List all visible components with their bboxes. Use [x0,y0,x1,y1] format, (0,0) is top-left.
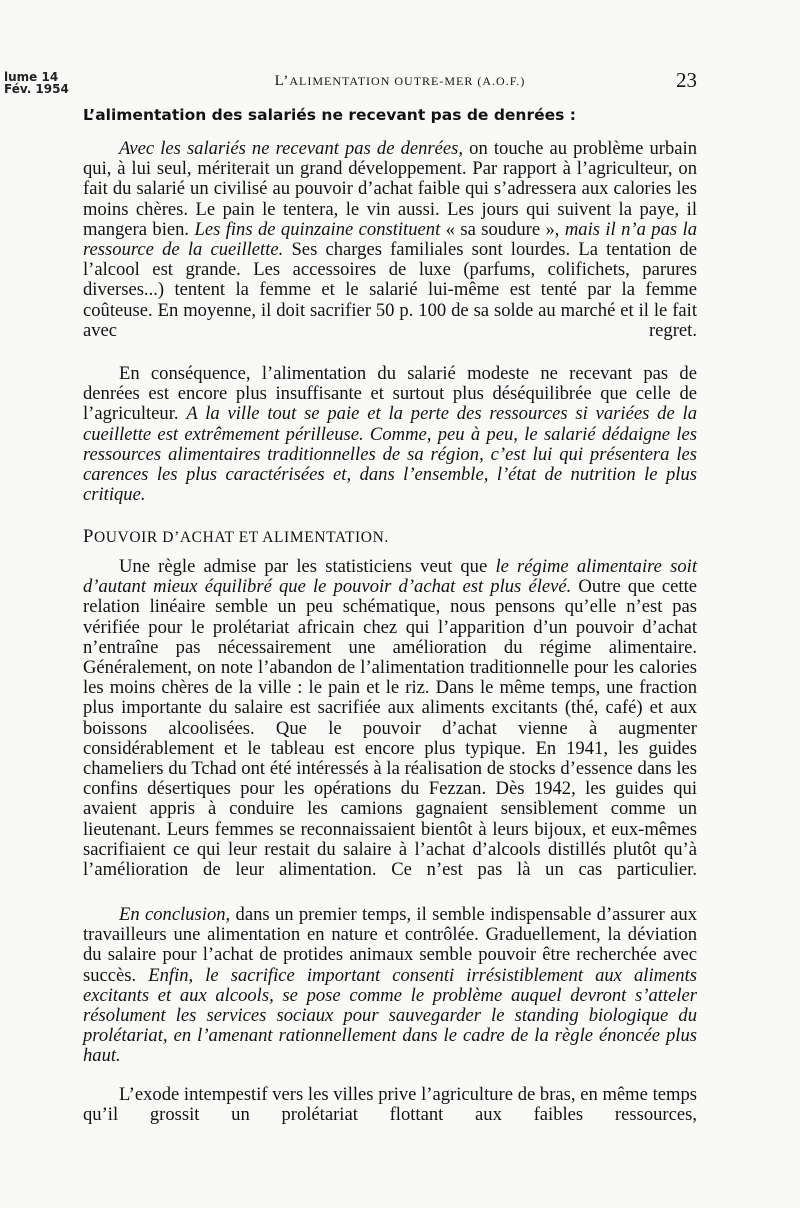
p1-italic-2: Les fins de quinzaine constituent [194,218,441,240]
volume-number: lume 14 [4,70,59,84]
p1-text-1: on touche au problème urbain qui, à lui seul, mériterait un grand développement. Par rapport à l’agriculteur, on fait du salarié un civilisé au pouvoir d’achat faible qui s’adressera aux calories les moins chères. Le pain le tentera, le vin aussi. Les jours qui suivent la paye, il mangera bien. [83,138,697,240]
p2-text-1: En conséquence, l’alimentation du salarié modeste ne recevant pas de denrées est encore plus insuffisante et surtout plus déséquilibrée que celle de l’agriculteur. [83,363,697,425]
p1-text-3: Ses charges familiales sont lourdes. La tentation de l’alcool est grande. Les accessoires de luxe (parfums, colifichets, parures diverses...) tentent la femme et le salarié lui-même est tenté par la femme coûteuse. En moyenne, il doit sacrifier 50 p. 100 de sa solde au marché et il le fait avec regret. [83,239,697,341]
p4-text-1: dans un premier temps, il semble indispensable d’assurer aux travailleurs une alimentation en nature et contrôlée. Graduellement, la déviation du salaire pour l’achat de protides animaux semble pouvoir être recherchée avec succès. [83,904,697,986]
paragraph-purchasing-power [83,557,697,880]
p4-italic-2: Enfin, le sacrifice important consenti irrésistiblement aux aliments excitants et aux alcools, se pose comme le problème auquel devront s’atteler résolument les services sociaux pour sauvegarder le standing biologique du prolétariat, en l’amenant rationnellement dans le cadre de la règle énoncée plus haut. [83,964,697,1067]
p1-text-2: « sa soudure », [440,218,565,240]
p3-italic-1: le régime alimentaire soit d’autant mieux équilibré que le pouvoir d’achat est plus élevé. [83,556,697,598]
section-heading: L’alimentation des salariés ne recevant pas de denrées : [83,106,576,124]
p1-italic-1: Avec les salariés ne recevant pas de denrées, [119,138,464,159]
page-number: 23 [676,68,697,92]
p4-italic-1: En conclusion, [119,904,231,925]
paragraph-conclusion [83,905,697,1067]
paragraph-consequence [83,364,697,505]
paragraph-salaried-workers [83,139,697,341]
running-title-text: ALIMENTATION OUTRE-MER (A.O.F.) [289,74,526,88]
p3-text-1: Une règle admise par les statisticiens veut que [119,556,496,577]
p2-italic-1: A la ville tout se paie et la perte des ressources si variées de la cueillette est extrêmement périlleuse. Comme, peu à peu, le salarié dédaigne les ressources alimentaires traditionnelles de sa région, c’est lui qui présentera les carences les plus caractérisées et, dans l’ensemble, l’état de nutrition le plus critique. [83,403,697,506]
p5-text-1: L’exode intempestif vers les villes prive l’agriculture de bras, en même temps qu’il grossit un prolétariat flottant aux faibles ressources, [83,1084,697,1126]
issue-date: Fév. 1954 [4,82,69,96]
subsection-title-initial: P [83,526,94,547]
subsection-title-text: OUVOIR D’ACHAT ET ALIMENTATION. [93,529,389,546]
p1-italic-3: mais il n’a pas la ressource de la cueillette. [83,218,697,261]
subsection-title [83,527,697,548]
paragraph-exodus [83,1085,697,1125]
running-title-initial: L’ [274,73,290,89]
p3-text-2: Outre que cette relation linéaire semble un peu schématique, nous pensons qu’elle n’est pas vérifiée pour le prolétariat africain chez qui l’apparition d’un pouvoir d’achat n’entraîne pas nécessairement une amélioration du régime alimentaire. Généralement, on note l’abandon de l’alimentation traditionnelle pour les calories les moins chères de la ville : le pain et le riz. Dans le même temps, une fraction plus importante du salaire est sacrifiée aux aliments excitants (thé, café) et aux boissons alcoolisées. Que le pouvoir d’achat vienne à augmenter considérablement et le tableau est encore plus typique. En 1941, les guides chameliers du Tchad ont été intéressés à la réalisation de stocks d’essence dans les confins désertiques pour les opérations du Fezzan. Dès 1942, les guides qui avaient appris à conduire les camions gagnaient sensiblement comme un lieutenant. Leurs femmes se reconnaissaient bientôt à leurs bijoux, et eux-mêmes sacrifiaient ce qui leur restait du salaire à l’achat d’alcools distillés plutôt qu’à l’amélioration de leur alimentation. Ce n’est pas là un cas particulier. [83,576,697,881]
